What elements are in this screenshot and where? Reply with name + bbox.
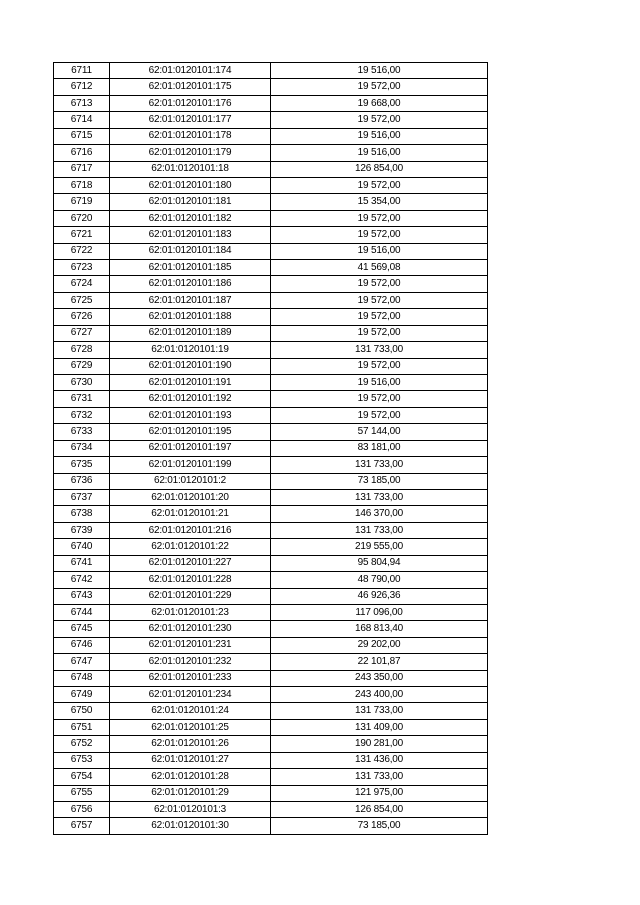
cadastral-number-cell: 62:01:0120101:24 [110, 703, 271, 719]
row-number-cell: 6720 [54, 210, 110, 226]
value-cell: 131 733,00 [271, 342, 488, 358]
row-number-cell: 6756 [54, 801, 110, 817]
table-row [54, 309, 488, 325]
value-cell: 243 400,00 [271, 687, 488, 703]
table-row [54, 145, 488, 161]
cadastral-number-cell: 62:01:0120101:179 [110, 145, 271, 161]
row-number-cell: 6752 [54, 736, 110, 752]
value-cell: 168 813,40 [271, 621, 488, 637]
row-number-cell: 6732 [54, 407, 110, 423]
table-row [54, 670, 488, 686]
row-number-cell: 6750 [54, 703, 110, 719]
value-cell: 19 572,00 [271, 227, 488, 243]
value-cell: 22 101,87 [271, 654, 488, 670]
table-row [54, 112, 488, 128]
cadastral-number-cell: 62:01:0120101:29 [110, 785, 271, 801]
value-cell: 19 516,00 [271, 145, 488, 161]
row-number-cell: 6731 [54, 391, 110, 407]
value-cell: 57 144,00 [271, 424, 488, 440]
table-row [54, 79, 488, 95]
table-row [54, 752, 488, 768]
table-row [54, 325, 488, 341]
table-row [54, 292, 488, 308]
cadastral-number-cell: 62:01:0120101:181 [110, 194, 271, 210]
cadastral-number-cell: 62:01:0120101:190 [110, 358, 271, 374]
row-number-cell: 6718 [54, 177, 110, 193]
cadastral-number-cell: 62:01:0120101:176 [110, 95, 271, 111]
value-cell: 190 281,00 [271, 736, 488, 752]
row-number-cell: 6723 [54, 260, 110, 276]
table-row [54, 457, 488, 473]
value-cell: 73 185,00 [271, 818, 488, 834]
cadastral-number-cell: 62:01:0120101:19 [110, 342, 271, 358]
cadastral-value-table [53, 62, 488, 835]
value-cell: 19 572,00 [271, 391, 488, 407]
value-cell: 83 181,00 [271, 440, 488, 456]
cadastral-number-cell: 62:01:0120101:18 [110, 161, 271, 177]
cadastral-number-cell: 62:01:0120101:28 [110, 769, 271, 785]
table-row [54, 489, 488, 505]
cadastral-number-cell: 62:01:0120101:21 [110, 506, 271, 522]
row-number-cell: 6754 [54, 769, 110, 785]
value-cell: 41 569,08 [271, 260, 488, 276]
value-cell: 131 436,00 [271, 752, 488, 768]
cadastral-number-cell: 62:01:0120101:183 [110, 227, 271, 243]
row-number-cell: 6717 [54, 161, 110, 177]
value-cell: 46 926,36 [271, 588, 488, 604]
value-cell: 19 516,00 [271, 63, 488, 79]
row-number-cell: 6738 [54, 506, 110, 522]
value-cell: 19 572,00 [271, 309, 488, 325]
cadastral-number-cell: 62:01:0120101:188 [110, 309, 271, 325]
table-row [54, 342, 488, 358]
table-row [54, 260, 488, 276]
cadastral-number-cell: 62:01:0120101:23 [110, 604, 271, 620]
row-number-cell: 6748 [54, 670, 110, 686]
row-number-cell: 6729 [54, 358, 110, 374]
row-number-cell: 6722 [54, 243, 110, 259]
row-number-cell: 6743 [54, 588, 110, 604]
cadastral-number-cell: 62:01:0120101:232 [110, 654, 271, 670]
value-cell: 131 733,00 [271, 522, 488, 538]
value-cell: 19 572,00 [271, 79, 488, 95]
value-cell: 19 516,00 [271, 243, 488, 259]
row-number-cell: 6726 [54, 309, 110, 325]
table-row [54, 210, 488, 226]
table-row [54, 818, 488, 834]
value-cell: 126 854,00 [271, 161, 488, 177]
row-number-cell: 6755 [54, 785, 110, 801]
table-row [54, 637, 488, 653]
row-number-cell: 6745 [54, 621, 110, 637]
row-number-cell: 6746 [54, 637, 110, 653]
row-number-cell: 6753 [54, 752, 110, 768]
cadastral-number-cell: 62:01:0120101:231 [110, 637, 271, 653]
row-number-cell: 6736 [54, 473, 110, 489]
value-cell: 131 733,00 [271, 489, 488, 505]
table-row [54, 128, 488, 144]
cadastral-number-cell: 62:01:0120101:175 [110, 79, 271, 95]
value-cell: 19 572,00 [271, 112, 488, 128]
table-row [54, 604, 488, 620]
table-row [54, 769, 488, 785]
row-number-cell: 6711 [54, 63, 110, 79]
table-row [54, 736, 488, 752]
value-cell: 19 668,00 [271, 95, 488, 111]
cadastral-number-cell: 62:01:0120101:229 [110, 588, 271, 604]
cadastral-number-cell: 62:01:0120101:191 [110, 375, 271, 391]
row-number-cell: 6741 [54, 555, 110, 571]
value-cell: 29 202,00 [271, 637, 488, 653]
cadastral-number-cell: 62:01:0120101:233 [110, 670, 271, 686]
cadastral-number-cell: 62:01:0120101:26 [110, 736, 271, 752]
row-number-cell: 6742 [54, 572, 110, 588]
table-row [54, 63, 488, 79]
cadastral-number-cell: 62:01:0120101:234 [110, 687, 271, 703]
value-cell: 219 555,00 [271, 539, 488, 555]
table-row [54, 177, 488, 193]
cadastral-number-cell: 62:01:0120101:186 [110, 276, 271, 292]
value-cell: 73 185,00 [271, 473, 488, 489]
cadastral-number-cell: 62:01:0120101:177 [110, 112, 271, 128]
table-row [54, 719, 488, 735]
cadastral-number-cell: 62:01:0120101:178 [110, 128, 271, 144]
value-cell: 19 516,00 [271, 375, 488, 391]
row-number-cell: 6716 [54, 145, 110, 161]
cadastral-number-cell: 62:01:0120101:180 [110, 177, 271, 193]
cadastral-number-cell: 62:01:0120101:27 [110, 752, 271, 768]
table-row [54, 506, 488, 522]
row-number-cell: 6725 [54, 292, 110, 308]
table-row [54, 407, 488, 423]
row-number-cell: 6744 [54, 604, 110, 620]
value-cell: 131 409,00 [271, 719, 488, 735]
table-row [54, 424, 488, 440]
value-cell: 19 572,00 [271, 177, 488, 193]
table-row [54, 95, 488, 111]
table-row [54, 161, 488, 177]
value-cell: 19 572,00 [271, 325, 488, 341]
cadastral-number-cell: 62:01:0120101:22 [110, 539, 271, 555]
row-number-cell: 6727 [54, 325, 110, 341]
cadastral-number-cell: 62:01:0120101:189 [110, 325, 271, 341]
row-number-cell: 6714 [54, 112, 110, 128]
value-cell: 131 733,00 [271, 457, 488, 473]
cadastral-number-cell: 62:01:0120101:185 [110, 260, 271, 276]
cadastral-number-cell: 62:01:0120101:228 [110, 572, 271, 588]
table-row [54, 473, 488, 489]
row-number-cell: 6719 [54, 194, 110, 210]
table-body [54, 63, 488, 835]
table-row [54, 375, 488, 391]
value-cell: 48 790,00 [271, 572, 488, 588]
cadastral-number-cell: 62:01:0120101:195 [110, 424, 271, 440]
row-number-cell: 6737 [54, 489, 110, 505]
row-number-cell: 6740 [54, 539, 110, 555]
table-row [54, 358, 488, 374]
cadastral-number-cell: 62:01:0120101:20 [110, 489, 271, 505]
cadastral-number-cell: 62:01:0120101:184 [110, 243, 271, 259]
table-row [54, 440, 488, 456]
row-number-cell: 6730 [54, 375, 110, 391]
row-number-cell: 6715 [54, 128, 110, 144]
value-cell: 19 572,00 [271, 407, 488, 423]
row-number-cell: 6751 [54, 719, 110, 735]
cadastral-number-cell: 62:01:0120101:187 [110, 292, 271, 308]
cadastral-number-cell: 62:01:0120101:192 [110, 391, 271, 407]
table-row [54, 227, 488, 243]
table-row [54, 785, 488, 801]
cadastral-number-cell: 62:01:0120101:25 [110, 719, 271, 735]
row-number-cell: 6733 [54, 424, 110, 440]
row-number-cell: 6734 [54, 440, 110, 456]
table-row [54, 687, 488, 703]
value-cell: 146 370,00 [271, 506, 488, 522]
table-row [54, 801, 488, 817]
table-row [54, 572, 488, 588]
cadastral-number-cell: 62:01:0120101:227 [110, 555, 271, 571]
table-row [54, 243, 488, 259]
table-row [54, 539, 488, 555]
row-number-cell: 6747 [54, 654, 110, 670]
row-number-cell: 6749 [54, 687, 110, 703]
cadastral-number-cell: 62:01:0120101:230 [110, 621, 271, 637]
table-row [54, 522, 488, 538]
value-cell: 19 572,00 [271, 210, 488, 226]
value-cell: 117 096,00 [271, 604, 488, 620]
row-number-cell: 6713 [54, 95, 110, 111]
table-row [54, 276, 488, 292]
cadastral-number-cell: 62:01:0120101:30 [110, 818, 271, 834]
cadastral-number-cell: 62:01:0120101:199 [110, 457, 271, 473]
cadastral-number-cell: 62:01:0120101:182 [110, 210, 271, 226]
table-row [54, 621, 488, 637]
cadastral-number-cell: 62:01:0120101:3 [110, 801, 271, 817]
value-cell: 95 804,94 [271, 555, 488, 571]
table-row [54, 703, 488, 719]
cadastral-number-cell: 62:01:0120101:193 [110, 407, 271, 423]
value-cell: 126 854,00 [271, 801, 488, 817]
value-cell: 131 733,00 [271, 703, 488, 719]
row-number-cell: 6712 [54, 79, 110, 95]
row-number-cell: 6739 [54, 522, 110, 538]
table-row [54, 391, 488, 407]
row-number-cell: 6728 [54, 342, 110, 358]
value-cell: 19 572,00 [271, 292, 488, 308]
value-cell: 19 572,00 [271, 358, 488, 374]
row-number-cell: 6724 [54, 276, 110, 292]
row-number-cell: 6721 [54, 227, 110, 243]
value-cell: 19 572,00 [271, 276, 488, 292]
cadastral-number-cell: 62:01:0120101:197 [110, 440, 271, 456]
table-row [54, 555, 488, 571]
value-cell: 121 975,00 [271, 785, 488, 801]
table-row [54, 194, 488, 210]
value-cell: 243 350,00 [271, 670, 488, 686]
cadastral-number-cell: 62:01:0120101:2 [110, 473, 271, 489]
row-number-cell: 6735 [54, 457, 110, 473]
value-cell: 19 516,00 [271, 128, 488, 144]
cadastral-number-cell: 62:01:0120101:174 [110, 63, 271, 79]
table-row [54, 588, 488, 604]
cadastral-number-cell: 62:01:0120101:216 [110, 522, 271, 538]
value-cell: 131 733,00 [271, 769, 488, 785]
row-number-cell: 6757 [54, 818, 110, 834]
table-row [54, 654, 488, 670]
value-cell: 15 354,00 [271, 194, 488, 210]
